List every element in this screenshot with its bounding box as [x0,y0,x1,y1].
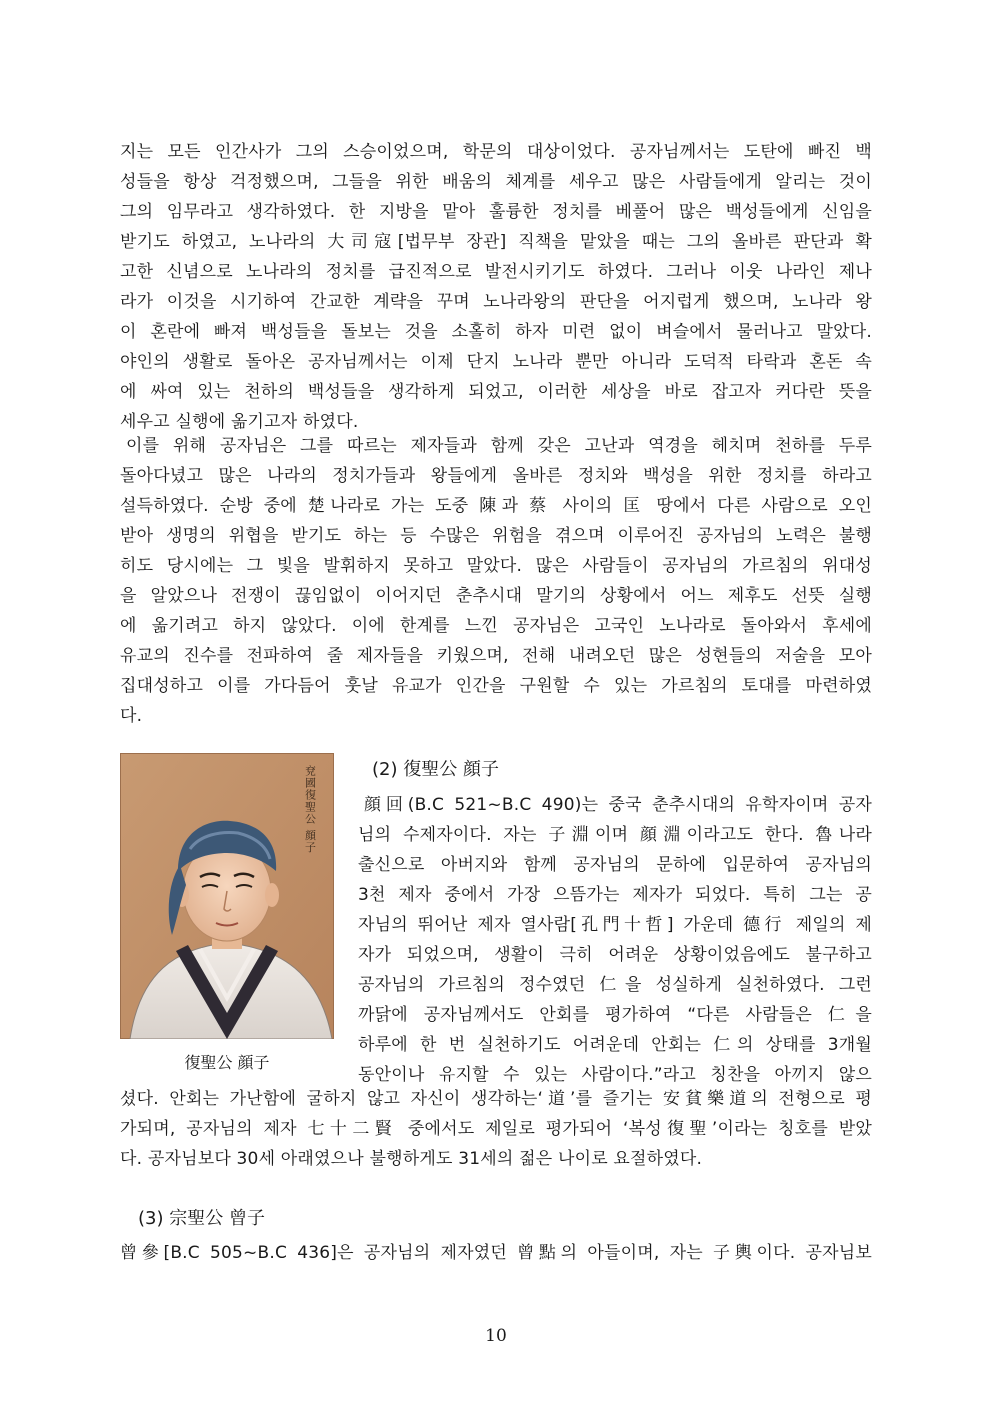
text-line: 라가 이것을 시기하여 간교한 계략을 꾸며 노나라왕의 판단을 어지럽게 했으며, 노나라 왕 [120,292,872,312]
paragraph-yanhui-full [120,1084,872,1174]
portrait-inscription: 兗國復聖公 顔子 [303,765,317,854]
text-line: 자님의 뛰어난 제자 열사람[孔門十哲] 가운데 德行 제일의 제 [358,915,872,935]
text-line: 받아 생명의 위협을 받기도 하는 등 수많은 위험을 겪으며 이루어진 공자님의 노력은 불행 [120,526,872,546]
text-line: 자가 되었으며, 생활이 극히 어려운 상황이었음에도 불구하고 [358,945,872,965]
section-heading-zengzi: (3) 宗聖公 曾子 [138,1208,265,1229]
text-line: 曾參[B.C 505~B.C 436]은 공자님의 제자였던 曾點의 아들이며, 자는 子輿이다. 공자님보 [120,1243,872,1263]
text-line: 세우고 실행에 옮기고자 하였다. [120,412,359,432]
text-line: 성들을 항상 걱정했으며, 그들을 위한 배움의 체계를 세우고 많은 사람들에게 알리는 것이 [120,172,872,192]
paragraph-yanhui-side [358,790,872,1090]
text-line: 이 혼란에 빠져 백성들을 돌보는 것을 소홀히 하자 미련 없이 벼슬에서 물러나고 말았다. [120,322,872,342]
portrait-image-yanhui [120,753,334,1039]
text-line: 가되며, 공자님의 제자 七十二賢 중에서도 제일로 평가되어 ‘복성復聖’이라는 칭호를 받았 [120,1119,872,1139]
text-line: 다. [120,706,143,726]
text-line: 하루에 한 번 실천하기도 어려운데 안회는 仁의 상태를 3개월 [358,1035,872,1055]
text-line: 야인의 생활로 돌아온 공자님께서는 이제 단지 노나라 뿐만 아니라 도덕적 타락과 혼돈 속 [120,352,872,372]
text-line: 지는 모든 인간사가 그의 스승이었으며, 학문의 대상이었다. 공자님께서는 도탄에 빠진 백 [120,142,872,162]
paragraph-zengzi [120,1238,872,1268]
text-line: 집대성하고 이를 가다듬어 훗날 유교가 인간을 구원할 수 있는 가르침의 토대를 마련하였 [120,676,872,696]
text-line: 히도 당시에는 그 빛을 발휘하지 못하고 말았다. 많은 사람들이 공자님의 가르침의 위대성 [120,556,872,576]
text-line: 3천 제자 중에서 가장 으뜸가는 제자가 되었다. 특히 그는 공 [358,885,872,905]
text-line: 출신으로 아버지와 함께 공자님의 문하에 입문하여 공자님의 [358,855,872,875]
text-line: 돌아다녔고 많은 나라의 정치가들과 왕들에게 올바른 정치와 백성을 위한 정치를 하라고 [120,466,872,486]
text-line: 유교의 진수를 전파하여 줄 제자들을 키웠으며, 전해 내려오던 많은 성현들의 저술을 모아 [120,646,872,666]
text-line: 설득하였다. 순방 중에 楚나라로 가는 도중 陳과 蔡 사이의 匡 땅에서 다른 사람으로 오인 [120,496,872,516]
text-line: 님의 수제자이다. 자는 子淵이며 顔淵이라고도 한다. 魯나라 [358,825,872,845]
portrait-caption: 復聖公 顔子 [184,1053,270,1072]
text-line: 다. 공자님보다 30세 아래였으나 불행하게도 31세의 젊은 나이로 요절하였다. [120,1149,703,1169]
text-line: 셨다. 안회는 가난함에 굴하지 않고 자신이 생각하는‘道’를 즐기는 安貧樂道의 전형으로 평 [120,1089,872,1109]
text-line: 받기도 하였고, 노나라의 大司寇[법무부 장관] 직책을 맡았을 때는 그의 올바른 판단과 확 [120,232,872,252]
text-line: 을 알았으나 전쟁이 끊임없이 이어지던 춘추시대 말기의 상황에서 어느 제후도 선뜻 실행 [120,586,872,606]
text-line: 이를 위해 공자님은 그를 따르는 제자들과 함께 갖은 고난과 역경을 헤치며 천하를 두루 [126,436,872,456]
text-line: 고한 신념으로 노나라의 정치를 급진적으로 발전시키기도 하였다. 그러나 이웃 나라인 제나 [120,262,872,282]
page-number: 10 [485,1326,507,1346]
paragraph-confucius-travels [120,431,872,731]
text-line: 공자님의 가르침의 정수였던 仁을 성실하게 실천하였다. 그런 [358,975,872,995]
text-line: 동안이나 유지할 수 있는 사람이다.”라고 칭찬을 아끼지 않으 [358,1065,872,1085]
text-line: 에 옮기려고 하지 않았다. 이에 한계를 느낀 공자님은 고국인 노나라로 돌아와서 후세에 [120,616,872,636]
text-line: 顔回(B.C 521~B.C 490)는 중국 춘추시대의 유학자이며 공자 [364,795,872,815]
section-heading-yanhui: (2) 復聖公 顔子 [372,759,499,780]
paragraph-confucius-life [120,137,872,437]
text-line: 에 싸여 있는 천하의 백성들을 생각하게 되었고, 이러한 세상을 바로 잡고자 커다란 뜻을 [120,382,872,402]
text-line: 까닭에 공자님께서도 안회를 평가하여 “다른 사람들은 仁을 [358,1005,872,1025]
text-line: 그의 임무라고 생각하였다. 한 지방을 맡아 훌륭한 정치를 베풀어 많은 백성들에게 신임을 [120,202,872,222]
